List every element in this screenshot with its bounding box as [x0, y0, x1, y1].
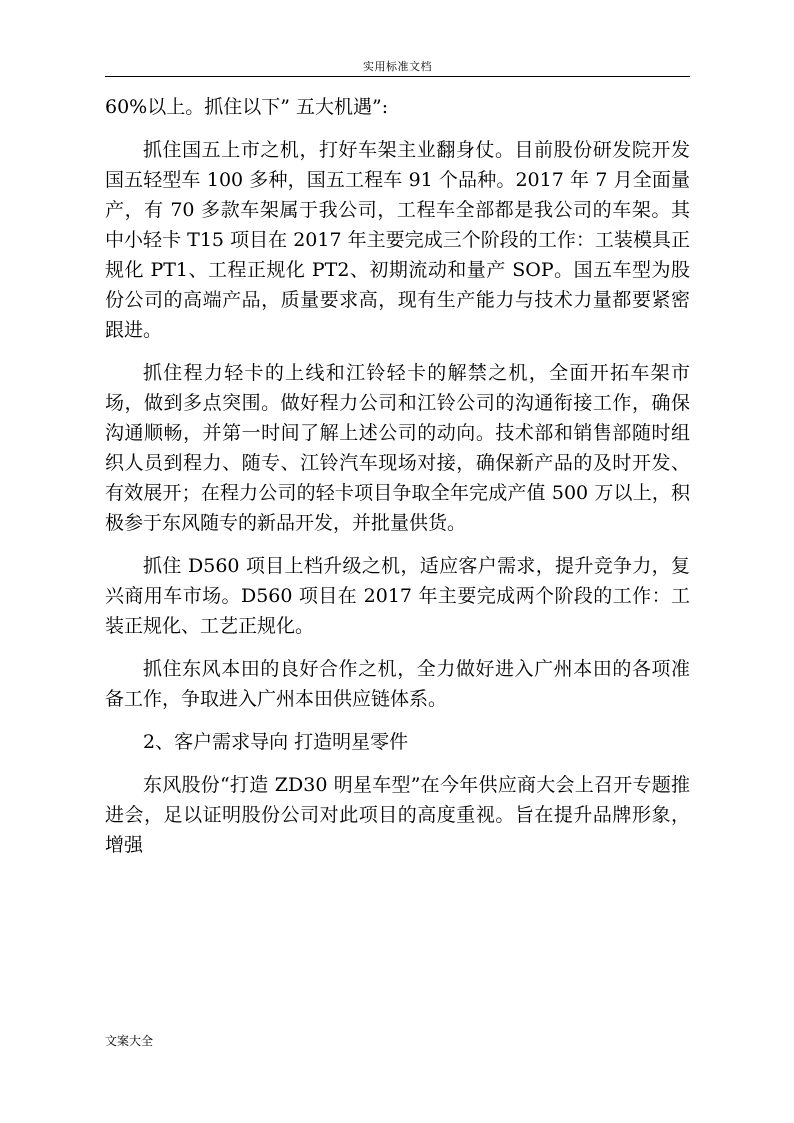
header-title: 实用标准文档 — [363, 60, 432, 73]
section-heading: 2、客户需求导向 打造明星零件 — [143, 731, 409, 753]
page-footer: 文案大全 — [105, 1034, 154, 1048]
paragraph-honda: 抓住东风本田的良好合作之机，全力做好进入广州本田的各项准备工作，争取进入广州本田供应链体系。 — [105, 658, 690, 710]
paragraph-guowu: 抓住国五上市之机，打好车架主业翻身仗。目前股份研发院开发国五轻型车 100 多种，国五工程车 91 个品种。2017 年 7 月全面量产，有 70 多款车架属于我公司，工程车全部都是我公司的车架。其中小轻卡 T15 项目在 2017 年主要完成三个阶段的工作：工装模具正规化 PT1、工程正规化 PT2、初期流动和量产 SOP。国五车型为股份公司的高端产品，质量要求高，现有生产能力与技术力量都要紧密跟进。 — [105, 139, 690, 341]
page-header — [105, 56, 690, 77]
paragraph-zd30: 东风股份“打造 ZD30 明星车型”在今年供应商大会上召开专题推进会，足以证明股份公司对此项目的高度重视。旨在提升品牌形象，增强 — [105, 774, 690, 856]
paragraph-continuation: 60%以上。抓住以下” 五大机遇”: — [105, 96, 389, 118]
document-body — [105, 92, 690, 860]
paragraph-d560: 抓住 D560 项目上档升级之机，适应客户需求，提升竞争力，复兴商用车市场。D560 项目在 2017 年主要完成两个阶段的工作：工装正规化、工艺正规化。 — [105, 555, 690, 637]
paragraph-chengli-jiangling: 抓住程力轻卡的上线和江铃轻卡的解禁之机，全面开拓车架市场，做到多点突围。做好程力公司和江铃公司的沟通衔接工作，确保沟通顺畅，并第一时间了解上述公司的动向。技术部和销售部随时组织人员到程力、随专、江铃汽车现场对接，确保新产品的及时开发、有效展开；在程力公司的轻卡项目争取全年完成产值 500 万以上，积极参于东风随专的新品开发，并批量供货。 — [105, 362, 690, 534]
